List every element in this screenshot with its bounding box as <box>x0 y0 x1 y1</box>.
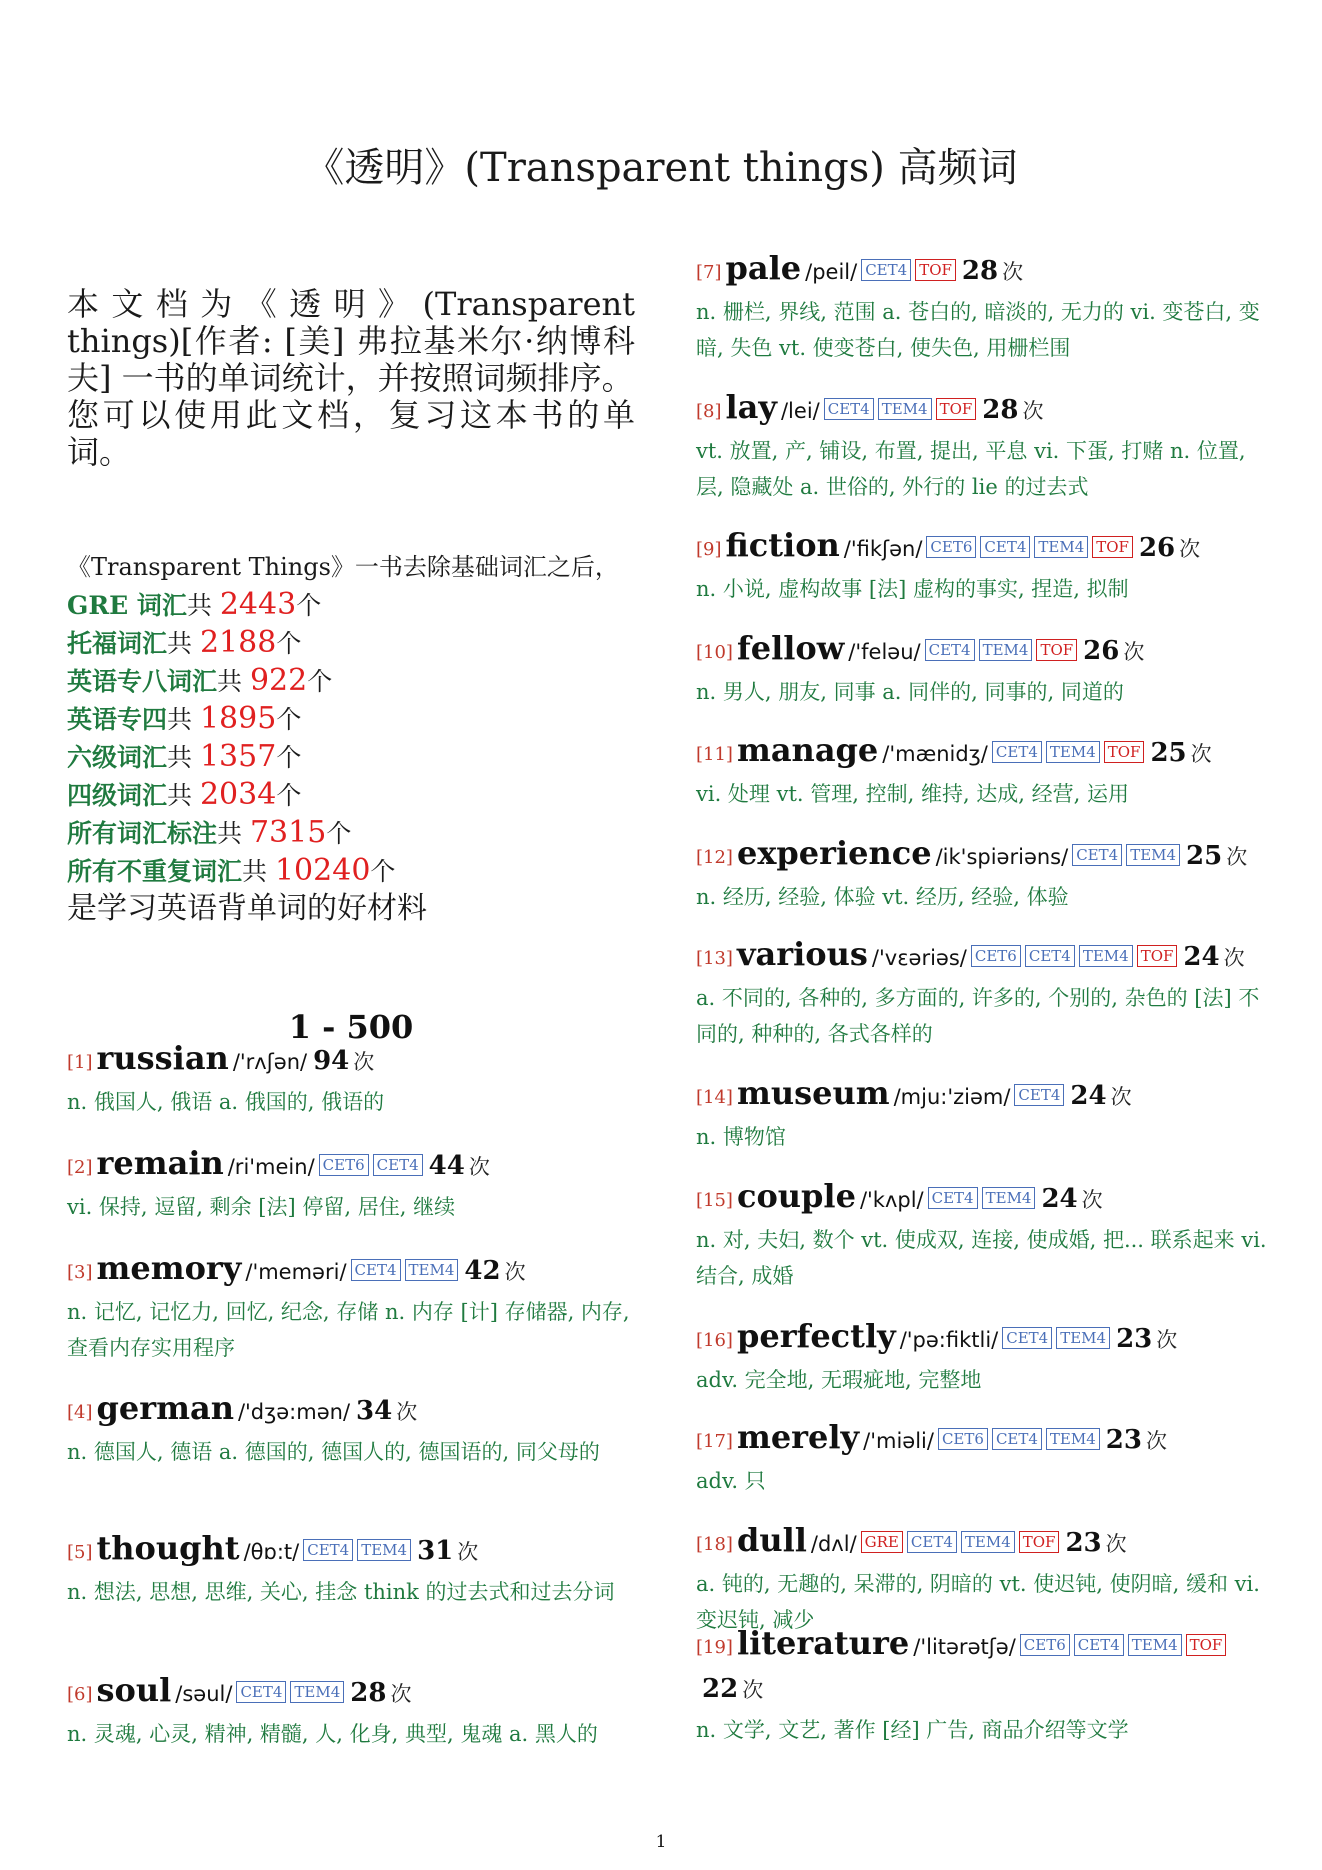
level-tag: CET4 <box>925 639 975 661</box>
entry-word: thought <box>96 1529 240 1567</box>
entry-word: museum <box>736 1074 890 1112</box>
entry-times: 次 <box>1022 399 1044 423</box>
entry-phonetic: /mju:'ziəm/ <box>893 1085 1011 1109</box>
entry-index: [6] <box>67 1684 93 1705</box>
entry-head <box>696 387 1268 433</box>
entry-head <box>696 934 1268 980</box>
stat-label: 所有词汇标注 <box>67 819 218 848</box>
word-entry <box>696 1623 1268 1748</box>
entry-definition: n. 小说, 虚构故事 [法] 虚构的事实, 捏造, 拟制 <box>696 577 1129 601</box>
entry-word: perfectly <box>736 1317 896 1355</box>
word-entry <box>67 1248 635 1366</box>
stat-mid: 共 <box>217 819 250 848</box>
entry-definition: adv. 完全地, 无瑕疵地, 完整地 <box>696 1368 982 1392</box>
page-number: 1 <box>655 1832 667 1852</box>
entry-count: 42 <box>464 1256 501 1286</box>
level-tag: TEM4 <box>1056 1327 1110 1349</box>
word-entry <box>67 1528 635 1610</box>
entry-count: 94 <box>313 1046 350 1076</box>
stat-mid: 共 <box>242 857 275 886</box>
entry-phonetic: /peil/ <box>805 260 858 284</box>
stat-row <box>67 662 635 700</box>
stat-label: GRE 词汇 <box>67 591 187 620</box>
entry-count: 28 <box>961 256 999 286</box>
word-entry <box>696 934 1268 1052</box>
level-tag: CET6 <box>938 1428 988 1450</box>
level-tag: CET4 <box>236 1681 286 1703</box>
stats-lead: 《Transparent Things》一书去除基础词汇之后， <box>67 553 619 581</box>
entry-head <box>696 833 1268 879</box>
entry-count: 25 <box>1150 738 1187 768</box>
entry-definition: n. 男人, 朋友, 同事 a. 同伴的, 同事的, 同道的 <box>696 680 1124 704</box>
level-tag: TEM4 <box>1046 1428 1100 1450</box>
entry-head <box>696 1176 1268 1222</box>
entry-times: 次 <box>353 1050 375 1074</box>
entry-word: fellow <box>736 629 845 667</box>
entry-word: literature <box>736 1624 910 1662</box>
level-tag: CET6 <box>1020 1634 1070 1656</box>
entry-index: [18] <box>696 1534 733 1555</box>
entry-phonetic: /θɒ:t/ <box>243 1540 300 1564</box>
level-tag: CET4 <box>1025 945 1075 967</box>
word-entry <box>696 1176 1268 1294</box>
entry-definition: vi. 保持, 逗留, 剩余 [法] 停留, 居住, 继续 <box>67 1195 456 1219</box>
entry-index: [4] <box>67 1402 93 1423</box>
stat-number: 2188 <box>199 625 277 660</box>
entry-head <box>67 1038 635 1084</box>
entry-times: 次 <box>396 1400 418 1424</box>
level-tag: TEM4 <box>290 1681 344 1703</box>
entry-word: fiction <box>725 526 840 564</box>
level-tag: CET4 <box>1014 1084 1064 1106</box>
word-entry <box>696 628 1268 710</box>
entry-times: 次 <box>390 1682 412 1706</box>
entry-definition: n. 博物馆 <box>696 1125 786 1149</box>
entry-index: [15] <box>696 1190 733 1211</box>
entry-head <box>696 730 1268 776</box>
stat-unit: 个 <box>276 743 302 772</box>
entry-head <box>67 1670 635 1716</box>
entry-phonetic: /ik'spiəriəns/ <box>935 845 1069 869</box>
range-heading: 1 - 500 <box>288 1008 414 1046</box>
entry-index: [13] <box>696 948 733 969</box>
level-tag: TOF <box>1104 741 1145 763</box>
stat-number: 7315 <box>249 815 327 850</box>
entry-times: 次 <box>457 1540 479 1564</box>
entry-phonetic: /'dʒə:mən/ <box>237 1400 351 1424</box>
level-tag: CET6 <box>971 945 1021 967</box>
entry-count: 26 <box>1138 533 1176 563</box>
entry-word: pale <box>725 249 802 287</box>
entry-phonetic: /'miəli/ <box>863 1429 934 1453</box>
entry-index: [14] <box>696 1087 733 1108</box>
level-tag: TOF <box>1186 1634 1227 1656</box>
level-tag: TEM4 <box>1128 1634 1182 1656</box>
stat-mid: 共 <box>217 667 250 696</box>
entry-definition: n. 想法, 思想, 思维, 关心, 挂念 think 的过去式和过去分词 <box>67 1580 615 1604</box>
entry-index: [2] <box>67 1157 93 1178</box>
level-tag: CET4 <box>1074 1634 1124 1656</box>
entry-head <box>696 1316 1268 1362</box>
entry-head <box>67 1143 635 1189</box>
entry-index: [7] <box>696 262 722 283</box>
level-tag: TEM4 <box>961 1531 1015 1553</box>
level-tag: TOF <box>915 259 956 281</box>
entry-times: 次 <box>504 1260 526 1284</box>
entry-phonetic: /'kʌpl/ <box>859 1188 924 1212</box>
entry-word: soul <box>96 1671 172 1709</box>
entry-times: 次 <box>1105 1532 1127 1556</box>
entry-head <box>696 1623 1268 1712</box>
entry-word: various <box>736 935 868 973</box>
stat-mid: 共 <box>186 591 220 620</box>
stat-unit: 个 <box>296 591 322 620</box>
stat-number: 922 <box>249 663 308 698</box>
entry-definition: n. 经历, 经验, 体验 vt. 经历, 经验, 体验 <box>696 885 1069 909</box>
entry-definition: vi. 处理 vt. 管理, 控制, 维持, 达成, 经营, 运用 <box>696 782 1130 806</box>
entry-index: [11] <box>696 744 733 765</box>
entry-word: experience <box>736 834 932 872</box>
stats-closing: 是学习英语背单词的好材料 <box>67 891 427 926</box>
level-tag: GRE <box>861 1531 903 1553</box>
entry-count: 24 <box>1183 942 1220 972</box>
stat-row <box>67 814 635 852</box>
stat-row <box>67 738 635 776</box>
entry-definition: adv. 只 <box>696 1469 766 1493</box>
stat-unit: 个 <box>276 629 302 658</box>
stat-mid: 共 <box>167 705 200 734</box>
entry-times: 次 <box>468 1155 490 1179</box>
stat-mid: 共 <box>167 781 200 810</box>
level-tag: CET4 <box>928 1187 978 1209</box>
stat-unit: 个 <box>276 781 302 810</box>
level-tag: TEM4 <box>878 398 932 420</box>
entry-word: russian <box>96 1039 229 1077</box>
level-tag: TEM4 <box>1079 945 1133 967</box>
entry-index: [17] <box>696 1431 733 1452</box>
level-tag: TEM4 <box>1126 844 1180 866</box>
entry-index: [5] <box>67 1542 93 1563</box>
level-tag: CET6 <box>319 1154 369 1176</box>
stat-number: 2443 <box>219 587 297 622</box>
entry-word: german <box>96 1389 234 1427</box>
entry-times: 次 <box>1002 260 1024 284</box>
entry-times: 次 <box>1179 537 1201 561</box>
entry-phonetic: /'rʌʃən/ <box>232 1050 308 1074</box>
word-entry <box>696 1316 1268 1398</box>
word-entry <box>696 1520 1268 1638</box>
stat-mid: 共 <box>167 743 200 772</box>
stat-label: 四级词汇 <box>67 781 168 810</box>
level-tag: TOF <box>936 398 977 420</box>
word-entry <box>67 1388 635 1470</box>
word-entry <box>696 525 1268 607</box>
stat-label: 托福词汇 <box>67 629 168 658</box>
entry-head <box>67 1528 635 1574</box>
level-tag: CET4 <box>861 259 911 281</box>
stat-number: 1895 <box>199 701 277 736</box>
entry-word: couple <box>736 1177 856 1215</box>
entry-head <box>696 1073 1268 1119</box>
entry-count: 28 <box>982 395 1019 425</box>
entry-index: [19] <box>696 1637 733 1658</box>
stat-unit: 个 <box>326 819 352 848</box>
entry-definition: vt. 放置, 产, 铺设, 布置, 提出, 平息 vi. 下蛋, 打赌 n. 位置, 层, 隐藏处 a. 世俗的, 外行的 lie 的过去式 <box>696 439 1246 499</box>
entry-count: 34 <box>356 1396 393 1426</box>
word-entry <box>696 387 1268 505</box>
word-entry <box>67 1143 635 1225</box>
entry-phonetic: /dʌl/ <box>810 1532 857 1556</box>
entry-times: 次 <box>1110 1085 1132 1109</box>
stat-row <box>67 852 635 890</box>
word-entry <box>67 1038 635 1120</box>
stat-label: 所有不重复词汇 <box>67 857 243 886</box>
entry-phonetic: /'pə:fiktli/ <box>899 1328 999 1352</box>
entry-definition: n. 记忆, 记忆力, 回忆, 纪念, 存储 n. 内存 [计] 存储器, 内存, 查看内存实用程序 <box>67 1300 630 1360</box>
entry-phonetic: /ri'mein/ <box>227 1155 315 1179</box>
entry-head <box>696 1417 1268 1463</box>
entry-definition: n. 灵魂, 心灵, 精神, 精髓, 人, 化身, 典型, 鬼魂 a. 黑人的 <box>67 1722 598 1746</box>
level-tag: TEM4 <box>1034 536 1088 558</box>
stat-row <box>67 700 635 738</box>
stat-unit: 个 <box>307 667 333 696</box>
entry-definition: n. 栅栏, 界线, 范围 a. 苍白的, 暗淡的, 无力的 vi. 变苍白, 变暗, 失色 vt. 使变苍白, 使失色, 用栅栏围 <box>696 300 1260 360</box>
level-tag: CET4 <box>992 741 1042 763</box>
stat-number: 1357 <box>199 739 277 774</box>
entry-times: 次 <box>1123 640 1145 664</box>
entry-count: 23 <box>1065 1528 1102 1558</box>
entry-count: 31 <box>417 1536 454 1566</box>
level-tag: TOF <box>1019 1531 1060 1553</box>
entry-head <box>67 1388 635 1434</box>
entry-index: [1] <box>67 1052 93 1073</box>
entry-definition: n. 俄国人, 俄语 a. 俄国的, 俄语的 <box>67 1090 385 1114</box>
entry-word: memory <box>96 1249 242 1287</box>
entry-head <box>67 1248 635 1294</box>
stat-label: 英语专四 <box>67 705 168 734</box>
entry-word: lay <box>725 388 777 426</box>
level-tag: CET6 <box>926 536 976 558</box>
entry-times: 次 <box>1145 1429 1167 1453</box>
level-tag: CET4 <box>907 1531 957 1553</box>
level-tag: TEM4 <box>979 639 1033 661</box>
vocabulary-stats <box>67 549 635 927</box>
entry-phonetic: /'feləu/ <box>848 640 921 664</box>
entry-word: remain <box>96 1144 224 1182</box>
entry-count: 25 <box>1186 841 1223 871</box>
entry-times: 次 <box>1223 946 1245 970</box>
entry-definition: n. 文学, 文艺, 著作 [经] 广告, 商品介绍等文学 <box>696 1718 1129 1742</box>
level-tag: TOF <box>1137 945 1178 967</box>
stat-unit: 个 <box>276 705 302 734</box>
entry-times: 次 <box>1081 1188 1103 1212</box>
stat-label: 英语专八词汇 <box>67 667 218 696</box>
word-entry <box>696 1073 1268 1155</box>
level-tag: CET4 <box>1072 844 1122 866</box>
entry-definition: n. 对, 夫妇, 数个 vt. 使成双, 连接, 使成婚, 把... 联系起来 vi. 结合, 成婚 <box>696 1228 1267 1288</box>
level-tag: TOF <box>1092 536 1133 558</box>
entry-count: 26 <box>1083 636 1120 666</box>
level-tag: CET4 <box>1002 1327 1052 1349</box>
entry-word: manage <box>736 731 879 769</box>
stat-number: 10240 <box>274 853 371 888</box>
entry-count: 23 <box>1105 1425 1142 1455</box>
intro-text <box>67 286 635 471</box>
level-tag: TEM4 <box>1046 741 1100 763</box>
entry-index: [16] <box>696 1330 733 1351</box>
stat-row <box>67 776 635 814</box>
stat-mid: 共 <box>167 629 200 658</box>
level-tag: CET4 <box>303 1539 353 1561</box>
level-tag: TEM4 <box>357 1539 411 1561</box>
level-tag: CET4 <box>824 398 874 420</box>
entry-head <box>696 525 1268 571</box>
word-entry <box>696 730 1268 812</box>
level-tag: CET4 <box>992 1428 1042 1450</box>
level-tag: CET4 <box>351 1259 401 1281</box>
entry-phonetic: /'mænidʒ/ <box>882 742 988 766</box>
entry-count: 23 <box>1116 1324 1153 1354</box>
level-tag: CET4 <box>373 1154 423 1176</box>
entry-count: 28 <box>350 1678 387 1708</box>
level-tag: TOF <box>1036 639 1077 661</box>
entry-index: [8] <box>696 401 722 422</box>
word-entry <box>696 248 1268 366</box>
word-entry <box>67 1670 635 1752</box>
entry-phonetic: /'fikʃən/ <box>843 537 923 561</box>
entry-head <box>696 628 1268 674</box>
word-entry <box>696 1417 1268 1499</box>
entry-index: [3] <box>67 1262 93 1283</box>
entry-word: dull <box>736 1521 807 1559</box>
entry-phonetic: /səul/ <box>175 1682 233 1706</box>
entry-times: 次 <box>1226 845 1248 869</box>
entry-phonetic: /'vεəriəs/ <box>871 946 967 970</box>
entry-count: 24 <box>1070 1081 1107 1111</box>
stat-number: 2034 <box>199 777 277 812</box>
stat-row <box>67 586 635 624</box>
entry-count: 44 <box>428 1151 465 1181</box>
entry-times: 次 <box>1156 1328 1178 1352</box>
entry-index: [10] <box>696 642 733 663</box>
level-tag: CET4 <box>980 536 1030 558</box>
intro-paragraph-2: 您可以使用此文档，复习这本书的单词。 <box>67 396 635 471</box>
intro-paragraph-1: 本文档为《透明》(Transparent things)[作者: [美] 弗拉基米尔·纳博科夫] 一书的单词统计，并按照词频排序。 <box>67 285 635 397</box>
entry-definition: a. 钝的, 无趣的, 呆滞的, 阴暗的 vt. 使迟钝, 使阴暗, 缓和 vi. 变迟钝, 减少 <box>696 1572 1260 1632</box>
level-tag: TEM4 <box>405 1259 459 1281</box>
entry-phonetic: /'litərətʃə/ <box>913 1635 1016 1659</box>
entry-count: 22 <box>702 1674 739 1704</box>
entry-head <box>696 1520 1268 1566</box>
entry-phonetic: /lei/ <box>780 399 820 423</box>
entry-index: [12] <box>696 847 733 868</box>
word-entry <box>696 833 1268 915</box>
entry-times: 次 <box>1190 742 1212 766</box>
entry-index: [9] <box>696 539 722 560</box>
entry-head <box>696 248 1268 294</box>
entry-word: merely <box>736 1418 860 1456</box>
stat-row <box>67 624 635 662</box>
entry-phonetic: /'meməri/ <box>245 1260 347 1284</box>
stat-label: 六级词汇 <box>67 743 168 772</box>
stat-unit: 个 <box>370 857 396 886</box>
page-title: 《透明》(Transparent things) 高频词 <box>304 145 1018 191</box>
entry-definition: a. 不同的, 各种的, 多方面的, 许多的, 个别的, 杂色的 [法] 不同的, 种种的, 各式各样的 <box>696 986 1260 1046</box>
entry-count: 24 <box>1041 1184 1078 1214</box>
entry-definition: n. 德国人, 德语 a. 德国的, 德国人的, 德国语的, 同父母的 <box>67 1440 600 1464</box>
level-tag: TEM4 <box>982 1187 1036 1209</box>
entry-times: 次 <box>742 1678 764 1702</box>
